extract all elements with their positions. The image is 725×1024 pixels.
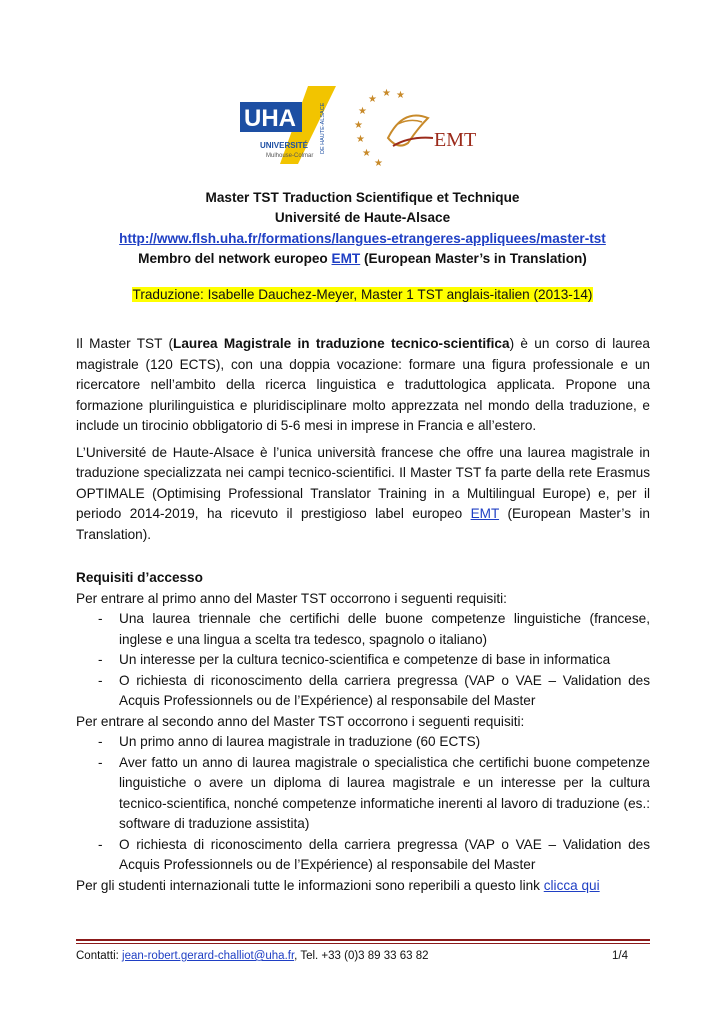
uha-wordmark: UHA [244, 105, 296, 132]
click-here-link[interactable]: clicca qui [543, 877, 600, 893]
logo-header [238, 84, 490, 172]
translation-credit: Traduzione: Isabelle Dauchez-Meyer, Master 1 TST anglais-italien (2013-14) [132, 287, 593, 302]
emt-header-link[interactable]: EMT [331, 250, 361, 266]
document-body [76, 334, 650, 896]
requirements-heading: Requisiti d’accesso [76, 570, 203, 585]
svg-text:★: ★ [358, 106, 367, 117]
svg-text:★: ★ [396, 90, 405, 101]
svg-text:★: ★ [382, 88, 391, 99]
master-url-link[interactable]: http://www.flsh.uha.fr/formations/langues-etrangeres-appliquees/master-tst [119, 230, 606, 246]
emt-logo [348, 88, 488, 168]
university-name: Université de Haute-Alsace [274, 210, 451, 226]
footer-divider-thin [76, 943, 650, 944]
document-header [60, 188, 665, 269]
uha-city-label: Mulhouse-Colmar [266, 153, 314, 159]
eu-stars-icon [354, 88, 405, 168]
second-year-list [76, 732, 650, 876]
emt-body-link[interactable]: EMT [470, 506, 500, 521]
network-line: Membro del network europeo EMT (European Master’s in Translation) [138, 250, 587, 266]
uha-side-label: DE HAUTE-ALSACE [320, 102, 326, 154]
svg-text:★: ★ [368, 94, 377, 105]
svg-text:★: ★ [374, 158, 383, 168]
degree-name: Laurea Magistrale in traduzione tecnico-scientifica [173, 336, 510, 351]
list-item: - Un primo anno di laurea magistrale in traduzione (60 ECTS) [98, 734, 481, 749]
svg-text:★: ★ [356, 134, 365, 145]
translation-note [60, 287, 665, 302]
uha-logo [238, 84, 338, 170]
first-year-intro: Per entrare al primo anno del Master TST occorrono i seguenti requisiti: [76, 590, 507, 606]
list-item: - O richiesta di riconoscimento della carriera pregressa (VAP o VAE – Validation des Acquis Professionnels ou de l’Expérience) al responsabile del Master [98, 672, 650, 708]
intro-paragraph-2: L’Université de Haute-Alsace è l’unica università francese che offre una laurea magistrale in traduzione specializzata nei campi tecnico-scientifici. Il Master TST fa parte della rete Erasmus OPTIMALE (Optimising Professional Translator Training in a Multilingual Europe) e, per il periodo 2014-2019, ha ricevuto il prestigioso label europeo EMT (European Master’s in Translation). [76, 444, 650, 542]
page-number: 1/4 [612, 950, 628, 962]
list-item: - O richiesta di riconoscimento della carriera pregressa (VAP o VAE – Validation des Acquis Professionnels ou de l’Expérience) al responsabile del Master [98, 836, 650, 872]
list-item: - Un interesse per la cultura tecnico-scientifica e competenze di base in informatica [98, 652, 611, 667]
intro-paragraph-1: Il Master TST (Laurea Magistrale in traduzione tecnico-scientifica) è un corso di laurea magistrale (120 ECTS), con una doppia vocazione: formare una figura professionale e un ricercatore nell’ambito della ricerca linguistica e traduttologica applicata. Propone una formazione plurilinguistica e pluridisciplinare molto apprezzata nel mondo della traduzione, e include un tirocinio obbligatorio di 5-6 mesi in imprese in Francia e all’estero. [76, 336, 650, 433]
second-year-intro: Per entrare al secondo anno del Master TST occorrono i seguenti requisiti: [76, 713, 525, 729]
svg-text:★: ★ [362, 148, 371, 159]
list-item: - Una laurea triennale che certifichi delle buone competenze linguistiche (francese, inglese e una lingua a scelta tra tedesco, spagnolo o italiano) [98, 611, 650, 647]
contact-email-link[interactable]: jean-robert.gerard-challiot@uha.fr [122, 950, 295, 962]
international-students-line: Per gli studenti internazionali tutte le informazioni sono reperibili a questo link clicca qui [76, 877, 600, 893]
list-item: - Aver fatto un anno di laurea magistrale o specialistica che certifichi buone competenze linguistiche o avere un diploma di laurea magistrale e un interesse per la cultura tecnico-scientifica, nonché competenze informatiche inerenti al lavoro di traduzione (es.: software di traduzione assistita) [98, 754, 650, 831]
uha-university-label: UNIVERSITÉ [260, 141, 309, 150]
contact-phone: , Tel. +33 (0)3 89 33 63 82 [294, 950, 429, 962]
page-footer: Contatti: jean-robert.gerard-challiot@uha.fr, Tel. +33 (0)3 89 33 63 82 1/4 [76, 950, 628, 962]
footer-divider [76, 939, 650, 941]
svg-text:★: ★ [354, 120, 363, 131]
first-year-list [76, 609, 650, 712]
master-title: Master TST Traduction Scientifique et Technique [205, 190, 520, 205]
emt-wordmark: EMT [434, 129, 477, 151]
